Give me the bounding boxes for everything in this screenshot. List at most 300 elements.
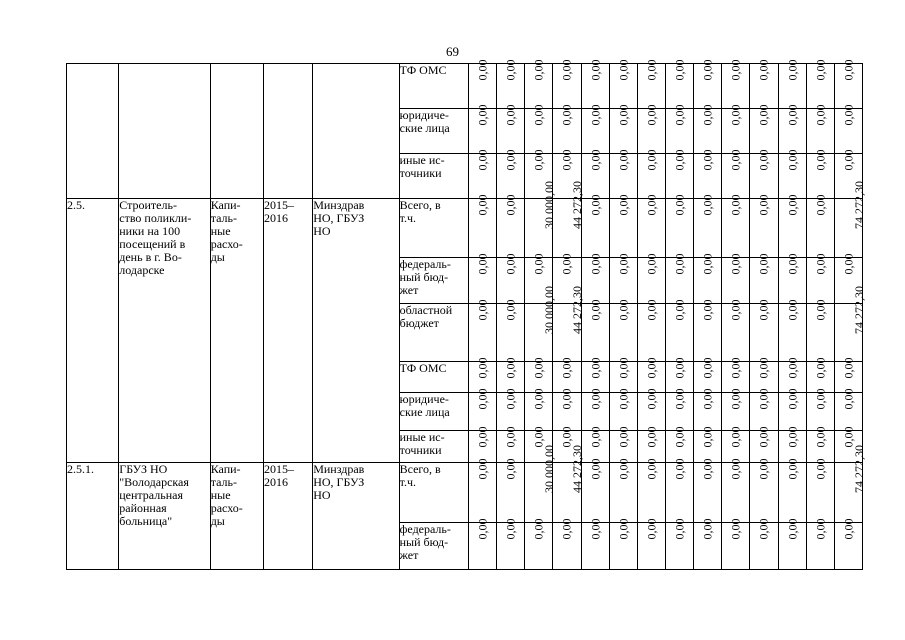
amount-cell (525, 445, 557, 523)
amount-cell (834, 59, 862, 109)
amount-cell (553, 181, 585, 258)
amount-value: 0,00 (559, 388, 574, 410)
amount-value: 0,00 (785, 388, 800, 410)
amount-value: 0,00 (813, 388, 828, 410)
amount-cell (497, 59, 525, 109)
amount-value: 0,00 (475, 59, 490, 81)
table-row (67, 64, 863, 109)
amount-value: 0,00 (813, 253, 828, 275)
amount-value: 0,00 (475, 194, 490, 216)
amount-value: 0,00 (728, 104, 743, 126)
table-row (67, 463, 863, 523)
amount-value: 0,00 (756, 194, 771, 216)
amount-value: 0,00 (672, 253, 687, 275)
amount-cell (750, 104, 778, 154)
amount-value: 0,00 (672, 299, 687, 321)
amount-value: 0,00 (475, 426, 490, 448)
amount-value: 0,00 (531, 426, 546, 448)
amount-cell (694, 253, 722, 304)
amount-value: 0,00 (672, 388, 687, 410)
amount-value: 0,00 (672, 59, 687, 81)
amount-value: 0,00 (785, 253, 800, 275)
amount-value: 0,00 (588, 458, 603, 480)
funding-source-label: Всего, в т.ч. (399, 463, 468, 523)
amount-value: 0,00 (841, 518, 856, 540)
amount-value: 0,00 (672, 518, 687, 540)
amount-value: 0,00 (756, 426, 771, 448)
amount-cell (806, 299, 834, 362)
amount-value: 0,00 (672, 458, 687, 480)
amount-cell (778, 253, 806, 304)
amount-cell (778, 194, 806, 258)
budget-table (66, 59, 866, 570)
amount-value: 44 272,30 (570, 286, 585, 334)
amount-cell (468, 518, 496, 570)
amount-value: 0,00 (700, 388, 715, 410)
amount-value: 0,00 (813, 149, 828, 171)
amount-value: 0,00 (503, 388, 518, 410)
amount-cell (665, 458, 693, 523)
amount-value: 0,00 (475, 458, 490, 480)
amount-value: 0,00 (644, 357, 659, 379)
amount-cell (525, 59, 553, 109)
amount-value: 0,00 (475, 253, 490, 275)
amount-value: 0,00 (700, 104, 715, 126)
amount-cell (609, 388, 637, 431)
amount-value: 0,00 (644, 104, 659, 126)
page-number: 69 (446, 44, 459, 59)
amount-value: 0,00 (616, 194, 631, 216)
amount-cell (581, 299, 609, 362)
amount-cell (468, 299, 496, 362)
amount-cell (553, 104, 581, 154)
amount-value: 0,00 (588, 149, 603, 171)
funding-source-label: юридиче- ские лица (399, 109, 468, 154)
amount-value: 44 272,30 (570, 445, 585, 493)
amount-value: 0,00 (756, 299, 771, 321)
amount-cell (750, 299, 778, 362)
amount-value: 0,00 (503, 518, 518, 540)
amount-value: 0,00 (813, 518, 828, 540)
amount-cell (553, 518, 581, 570)
amount-value: 0,00 (756, 458, 771, 480)
amount-value: 0,00 (813, 194, 828, 216)
amount-value: 0,00 (503, 149, 518, 171)
amount-value: 0,00 (785, 149, 800, 171)
amount-value: 44 272,30 (570, 181, 585, 229)
amount-value: 0,00 (672, 149, 687, 171)
amount-cell (665, 104, 693, 154)
amount-value: 0,00 (531, 518, 546, 540)
amount-value: 0,00 (559, 59, 574, 81)
amount-cell (694, 518, 722, 570)
amount-value: 0,00 (559, 426, 574, 448)
amount-cell (497, 253, 525, 304)
item-name-cell: ГБУЗ НО "Володарская центральная районная больница" (119, 463, 210, 570)
amount-cell (806, 194, 834, 258)
amount-cell (468, 104, 496, 154)
period-cell: 2015– 2016 (263, 199, 312, 463)
amount-cell (581, 149, 609, 199)
amount-cell (694, 458, 722, 523)
amount-value: 0,00 (531, 357, 546, 379)
amount-value: 0,00 (756, 253, 771, 275)
amount-cell (834, 286, 866, 362)
funding-source-label: ТФ ОМС (399, 362, 468, 393)
amount-value: 0,00 (503, 104, 518, 126)
amount-value: 30 000,00 (542, 286, 557, 334)
amount-cell (468, 149, 496, 199)
amount-cell (750, 194, 778, 258)
amount-cell (525, 104, 553, 154)
item-number-cell (67, 64, 119, 199)
amount-value: 0,00 (616, 426, 631, 448)
amount-value: 0,00 (475, 357, 490, 379)
amount-cell (665, 388, 693, 431)
amount-cell (806, 458, 834, 523)
amount-value: 74 272,30 (851, 286, 866, 334)
amount-cell (665, 59, 693, 109)
amount-value: 0,00 (700, 357, 715, 379)
amount-cell (722, 388, 750, 431)
amount-value: 0,00 (672, 357, 687, 379)
amount-cell (722, 149, 750, 199)
funding-source-label: федераль- ный бюд- жет (399, 258, 468, 304)
amount-value: 0,00 (756, 388, 771, 410)
amount-value: 0,00 (644, 299, 659, 321)
amount-cell (637, 458, 665, 523)
amount-value: 0,00 (756, 59, 771, 81)
funding-source-label: ТФ ОМС (399, 64, 468, 109)
amount-cell (834, 445, 866, 523)
amount-value: 0,00 (813, 357, 828, 379)
amount-value: 0,00 (728, 149, 743, 171)
amount-value: 0,00 (644, 59, 659, 81)
amount-cell (468, 194, 496, 258)
executor-cell: Минздрав НО, ГБУЗ НО (313, 199, 399, 463)
amount-value: 0,00 (785, 458, 800, 480)
amount-cell (806, 388, 834, 431)
amount-value: 0,00 (475, 149, 490, 171)
amount-cell (694, 299, 722, 362)
amount-value: 0,00 (644, 253, 659, 275)
amount-value: 30 000,00 (542, 445, 557, 493)
amount-cell (637, 253, 665, 304)
amount-value: 0,00 (616, 518, 631, 540)
amount-cell (750, 388, 778, 431)
amount-value: 0,00 (785, 194, 800, 216)
amount-cell (834, 388, 862, 431)
amount-value: 0,00 (503, 59, 518, 81)
amount-value: 0,00 (841, 59, 856, 81)
amount-value: 0,00 (588, 426, 603, 448)
amount-cell (581, 59, 609, 109)
amount-cell (497, 194, 525, 258)
amount-value: 0,00 (785, 59, 800, 81)
amount-value: 0,00 (475, 518, 490, 540)
amount-value: 0,00 (841, 426, 856, 448)
amount-value: 0,00 (644, 194, 659, 216)
amount-cell (553, 286, 585, 362)
amount-value: 0,00 (531, 104, 546, 126)
amount-cell (609, 458, 637, 523)
amount-cell (497, 149, 525, 199)
funding-source-label: иные ис- точники (399, 431, 468, 463)
amount-value: 0,00 (841, 357, 856, 379)
item-number-cell: 2.5. (67, 199, 119, 463)
amount-value: 0,00 (616, 388, 631, 410)
amount-cell (806, 149, 834, 199)
amount-value: 0,00 (841, 149, 856, 171)
amount-cell (665, 253, 693, 304)
amount-value: 0,00 (700, 194, 715, 216)
amount-cell (468, 388, 496, 431)
amount-value: 0,00 (785, 357, 800, 379)
amount-cell (750, 253, 778, 304)
amount-value: 0,00 (785, 299, 800, 321)
amount-cell (581, 194, 609, 258)
amount-value: 0,00 (531, 149, 546, 171)
amount-cell (778, 59, 806, 109)
amount-cell (525, 181, 557, 258)
amount-value: 0,00 (559, 104, 574, 126)
amount-cell (778, 104, 806, 154)
amount-cell (525, 388, 553, 431)
amount-value: 0,00 (475, 104, 490, 126)
amount-cell (497, 388, 525, 431)
amount-cell (694, 59, 722, 109)
amount-cell (468, 59, 496, 109)
amount-cell (806, 59, 834, 109)
amount-cell (581, 458, 609, 523)
amount-value: 30 000,00 (542, 181, 557, 229)
amount-value: 0,00 (728, 357, 743, 379)
amount-cell (468, 458, 496, 523)
amount-cell (609, 104, 637, 154)
amount-value: 0,00 (588, 299, 603, 321)
amount-cell (722, 518, 750, 570)
amount-cell (665, 518, 693, 570)
amount-cell (694, 388, 722, 431)
amount-value: 0,00 (728, 388, 743, 410)
amount-cell (778, 388, 806, 431)
amount-value: 0,00 (700, 299, 715, 321)
amount-value: 0,00 (672, 426, 687, 448)
amount-value: 0,00 (672, 104, 687, 126)
amount-value: 0,00 (588, 388, 603, 410)
amount-cell (609, 299, 637, 362)
period-cell (263, 64, 312, 199)
amount-value: 0,00 (841, 104, 856, 126)
executor-cell: Минздрав НО, ГБУЗ НО (313, 463, 399, 570)
amount-value: 74 272,30 (851, 445, 866, 493)
amount-value: 0,00 (644, 518, 659, 540)
amount-value: 0,00 (616, 458, 631, 480)
amount-value: 0,00 (616, 59, 631, 81)
amount-value: 0,00 (503, 458, 518, 480)
amount-cell (468, 253, 496, 304)
amount-value: 0,00 (813, 59, 828, 81)
amount-value: 0,00 (644, 149, 659, 171)
amount-cell (637, 194, 665, 258)
amount-value: 0,00 (588, 59, 603, 81)
amount-cell (722, 458, 750, 523)
amount-cell (694, 194, 722, 258)
amount-value: 0,00 (700, 59, 715, 81)
amount-cell (778, 299, 806, 362)
amount-cell (581, 518, 609, 570)
amount-value: 0,00 (616, 299, 631, 321)
amount-value: 0,00 (728, 194, 743, 216)
item-name-cell (119, 64, 210, 199)
amount-value: 0,00 (813, 458, 828, 480)
amount-cell (637, 388, 665, 431)
funding-source-label: Всего, в т.ч. (399, 199, 468, 258)
amount-value: 0,00 (728, 59, 743, 81)
amount-value: 0,00 (559, 518, 574, 540)
amount-cell (750, 59, 778, 109)
amount-value: 0,00 (616, 253, 631, 275)
amount-cell (637, 518, 665, 570)
amount-value: 0,00 (728, 518, 743, 540)
amount-cell (637, 149, 665, 199)
amount-cell (694, 104, 722, 154)
amount-value: 0,00 (813, 426, 828, 448)
amount-value: 0,00 (756, 104, 771, 126)
amount-value: 0,00 (785, 426, 800, 448)
amount-value: 0,00 (700, 149, 715, 171)
amount-value: 0,00 (531, 388, 546, 410)
amount-value: 0,00 (531, 253, 546, 275)
amount-value: 0,00 (785, 518, 800, 540)
amount-cell (806, 104, 834, 154)
amount-cell (581, 104, 609, 154)
amount-value: 0,00 (728, 299, 743, 321)
amount-value: 74 272,30 (851, 181, 866, 229)
amount-cell (637, 299, 665, 362)
amount-value: 0,00 (475, 388, 490, 410)
amount-cell (722, 194, 750, 258)
amount-cell (553, 445, 585, 523)
amount-value: 0,00 (756, 357, 771, 379)
amount-cell (609, 59, 637, 109)
amount-value: 0,00 (559, 357, 574, 379)
amount-value: 0,00 (588, 357, 603, 379)
amount-cell (525, 518, 553, 570)
funding-source-label: областной бюджет (399, 304, 468, 362)
item-number-cell: 2.5.1. (67, 463, 119, 570)
amount-value: 0,00 (503, 426, 518, 448)
amount-value: 0,00 (616, 357, 631, 379)
amount-value: 0,00 (841, 253, 856, 275)
amount-value: 0,00 (700, 458, 715, 480)
amount-value: 0,00 (531, 59, 546, 81)
amount-value: 0,00 (616, 149, 631, 171)
table-row (67, 199, 863, 258)
amount-value: 0,00 (813, 299, 828, 321)
amount-cell (778, 149, 806, 199)
amount-value: 0,00 (756, 149, 771, 171)
amount-cell (834, 518, 862, 570)
amount-cell (665, 194, 693, 258)
amount-cell (553, 59, 581, 109)
amount-cell (778, 518, 806, 570)
amount-value: 0,00 (644, 458, 659, 480)
amount-cell (722, 299, 750, 362)
amount-value: 0,00 (503, 357, 518, 379)
amount-cell (525, 286, 557, 362)
amount-cell (806, 518, 834, 570)
amount-cell (722, 59, 750, 109)
amount-value: 0,00 (700, 426, 715, 448)
amount-cell (637, 59, 665, 109)
funding-source-label: федераль- ный бюд- жет (399, 523, 468, 570)
amount-cell (834, 104, 862, 154)
executor-cell (313, 64, 399, 199)
amount-cell (497, 518, 525, 570)
cost-type-cell: Капи- таль- ные расхо- ды (210, 199, 263, 463)
cost-type-cell (210, 64, 263, 199)
cost-type-cell: Капи- таль- ные расхо- ды (210, 463, 263, 570)
amount-value: 0,00 (728, 426, 743, 448)
amount-cell (637, 104, 665, 154)
amount-value: 0,00 (644, 388, 659, 410)
period-cell: 2015– 2016 (263, 463, 312, 570)
amount-value: 0,00 (588, 518, 603, 540)
amount-cell (497, 458, 525, 523)
amount-value: 0,00 (785, 104, 800, 126)
amount-value: 0,00 (559, 253, 574, 275)
amount-value: 0,00 (559, 149, 574, 171)
amount-cell (665, 149, 693, 199)
amount-cell (750, 458, 778, 523)
amount-cell (497, 104, 525, 154)
amount-cell (609, 518, 637, 570)
amount-cell (609, 149, 637, 199)
amount-value: 0,00 (503, 299, 518, 321)
amount-cell (581, 388, 609, 431)
amount-cell (806, 253, 834, 304)
amount-value: 0,00 (700, 518, 715, 540)
amount-value: 0,00 (503, 253, 518, 275)
funding-source-label: юридиче- ские лица (399, 393, 468, 431)
amount-cell (665, 299, 693, 362)
funding-source-label: иные ис- точники (399, 154, 468, 199)
amount-value: 0,00 (588, 253, 603, 275)
amount-cell (778, 458, 806, 523)
amount-value: 0,00 (672, 194, 687, 216)
amount-cell (553, 388, 581, 431)
amount-value: 0,00 (503, 194, 518, 216)
table-body (67, 59, 866, 570)
amount-cell (609, 253, 637, 304)
amount-value: 0,00 (756, 518, 771, 540)
amount-value: 0,00 (588, 104, 603, 126)
amount-cell (722, 104, 750, 154)
amount-cell (581, 253, 609, 304)
amount-value: 0,00 (813, 104, 828, 126)
amount-cell (750, 518, 778, 570)
amount-value: 0,00 (588, 194, 603, 216)
amount-value: 0,00 (700, 253, 715, 275)
amount-value: 0,00 (475, 299, 490, 321)
amount-value: 0,00 (616, 104, 631, 126)
amount-cell (722, 253, 750, 304)
amount-cell (750, 149, 778, 199)
amount-value: 0,00 (728, 458, 743, 480)
amount-cell (834, 181, 866, 258)
amount-value: 0,00 (841, 388, 856, 410)
